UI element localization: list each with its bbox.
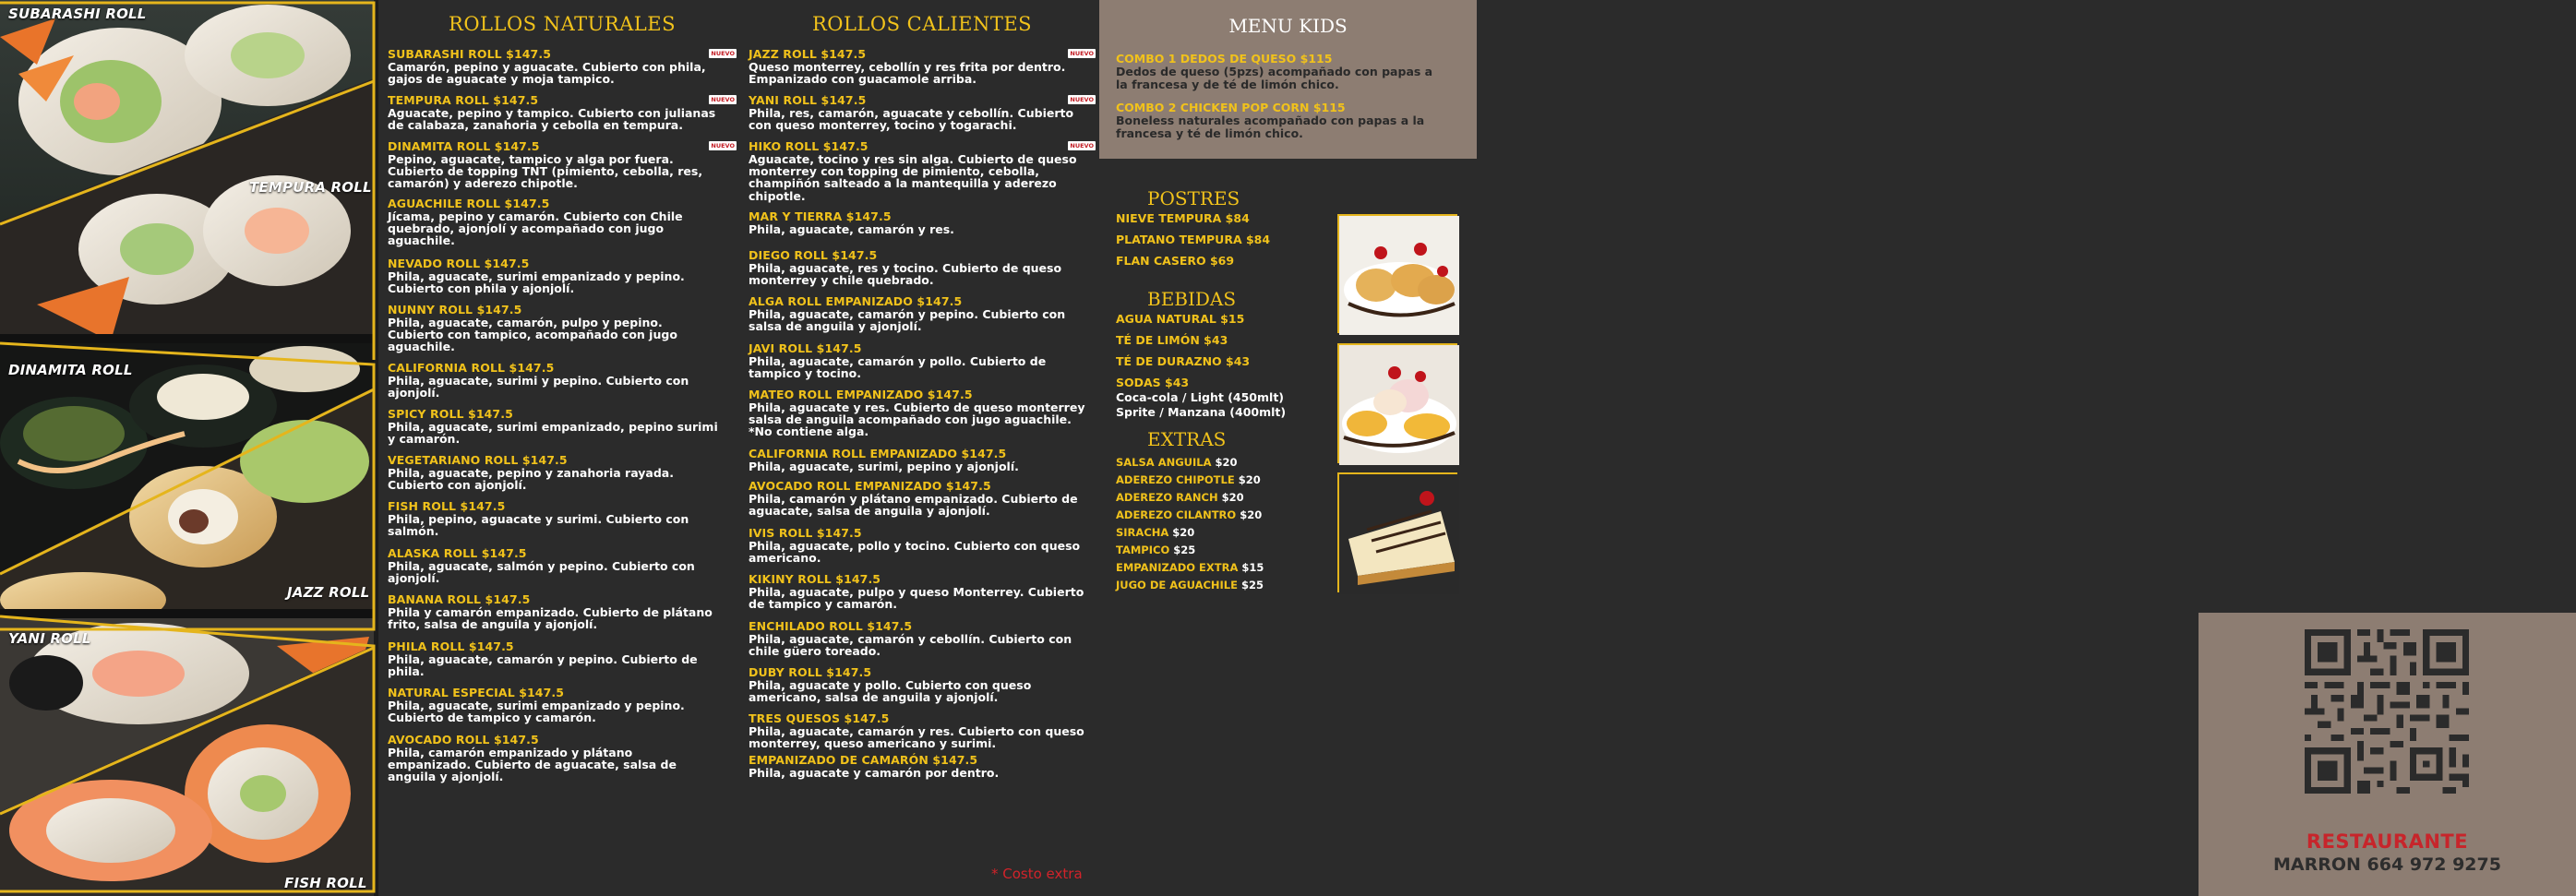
- bebidas-title: BEBIDAS: [1147, 288, 1237, 310]
- menu-item-name: CALIFORNIA ROLL $147.5: [388, 361, 555, 375]
- menu-item-desc: Phila, aguacate, camarón y pollo. Cubierto de tampico y tocino.: [749, 354, 1047, 381]
- nuevo-badge: NUEVO: [711, 50, 735, 57]
- extra-item-price: $15: [1241, 561, 1264, 574]
- rollos-calientes-title: ROLLOS CALIENTES: [811, 13, 1033, 35]
- extra-item-price: $20: [1221, 491, 1244, 504]
- extra-item-price: $20: [1215, 456, 1238, 469]
- menu-item-desc: Phila, aguacate y camarón por dentro.: [749, 766, 1000, 780]
- menu-item-desc: Phila, camarón y plátano empanizado. Cubierto de aguacate, salsa de anguila y ajonjolí.: [749, 492, 1078, 519]
- menu-item-desc: Phila, aguacate, pulpo y queso Monterrey. Cubierto de tampico y camarón.: [749, 585, 1084, 612]
- menu-item: [749, 448, 1096, 472]
- menu-item-desc: Phila, aguacate, camarón y res.: [749, 222, 954, 236]
- postres-title: POSTRES: [1147, 187, 1240, 209]
- menu-item-name: SPICY ROLL $147.5: [388, 407, 513, 421]
- menu-item: [749, 94, 1096, 131]
- menu-item-name: YANI ROLL $147.5: [749, 93, 867, 107]
- nuevo-badge: NUEVO: [711, 96, 735, 103]
- photo-label-dinamita: DINAMITA ROLL: [8, 362, 133, 378]
- menu-item-desc: Aguacate, tocino y res sin alga. Cubierto de queso monterrey con topping de pimiento, cebolla, champiñón salteado a la mantequilla y aderezo chipotle.: [749, 152, 1077, 203]
- costo-extra-note: * Costo extra: [991, 866, 1083, 882]
- rollos-naturales-column: [388, 0, 737, 896]
- extra-item: [1116, 491, 1244, 504]
- menu-item-name: VEGETARIANO ROLL $147.5: [388, 453, 568, 467]
- menu-item-name: DINAMITA ROLL $147.5: [388, 139, 540, 153]
- postre-item: FLAN CASERO $69: [1116, 254, 1235, 268]
- soda-option: Sprite / Manzana (400mlt): [1116, 405, 1287, 419]
- menu-item-name: BANANA ROLL $147.5: [388, 592, 531, 606]
- menu-item: [749, 48, 1096, 85]
- menu-item-desc: Aguacate, pepino y tampico. Cubierto con julianas de calabaza, zanahoria y cebolla en tempura.: [388, 106, 716, 133]
- nuevo-badge: NUEVO: [1070, 96, 1094, 103]
- dessert-photo-2: [1337, 343, 1457, 463]
- menu-item: [388, 734, 737, 783]
- bebida-item: SODAS $43: [1116, 376, 1190, 389]
- menu-item: [388, 593, 737, 630]
- menu-item-desc: Phila, aguacate, res y tocino. Cubierto de queso monterrey y chile quebrado.: [749, 261, 1062, 288]
- menu-item-desc: Pepino, aguacate, tampico y alga por fuera. Cubierto de topping TNT (pimiento, cebolla, res, camarón) y aderezo chipotle.: [388, 152, 703, 191]
- kids-item-name: COMBO 2 CHICKEN POP CORN $115: [1116, 101, 1346, 114]
- extra-item-name: SALSA ANGUILA: [1116, 456, 1212, 469]
- menu-kids-title: MENU KIDS: [1228, 15, 1348, 37]
- menu-item: [388, 454, 737, 491]
- postre-item: NIEVE TEMPURA $84: [1116, 211, 1250, 225]
- menu-item-name: MATEO ROLL EMPANIZADO $147.5: [749, 388, 973, 401]
- extra-item-price: $20: [1172, 526, 1195, 539]
- menu-item-desc: Camarón, pepino y aguacate. Cubierto con phila, gajos de aguacate y moja tampico.: [388, 60, 706, 87]
- dessert-photo-1: [1337, 214, 1457, 333]
- postre-item: PLATANO TEMPURA $84: [1116, 233, 1271, 246]
- kids-item-desc: Boneless naturales acompañado con papas a la francesa y té de limón chico.: [1116, 113, 1425, 140]
- menu-item-desc: Jícama, pepino y camarón. Cubierto con Chile quebrado, ajonjolí y acompañado con jugo aguachile.: [388, 209, 683, 248]
- extra-item-name: ADEREZO CHIPOTLE: [1116, 473, 1235, 486]
- qr-code-icon: [2291, 629, 2483, 794]
- photo-label-jazz: JAZZ ROLL: [287, 584, 370, 601]
- contact-panel: [2199, 613, 2576, 896]
- sushi-photos: [0, 0, 378, 896]
- menu-item-name: CALIFORNIA ROLL EMPANIZADO $147.5: [749, 447, 1007, 460]
- menu-item: [749, 388, 1096, 438]
- extra-item-name: ADEREZO RANCH: [1116, 491, 1218, 504]
- extra-item: [1116, 526, 1194, 539]
- menu-item-name: JAVI ROLL $147.5: [749, 341, 862, 355]
- menu-item: [388, 408, 737, 445]
- menu-item: [388, 257, 737, 294]
- extra-item-name: TAMPICO: [1116, 544, 1170, 556]
- extra-item-name: SIRACHA: [1116, 526, 1169, 539]
- menu-item-name: DIEGO ROLL $147.5: [749, 248, 878, 262]
- extra-item-price: $25: [1241, 579, 1264, 591]
- menu-item-name: KIKINY ROLL $147.5: [749, 572, 881, 586]
- extra-item: [1116, 579, 1264, 591]
- nuevo-badge: NUEVO: [1070, 142, 1094, 149]
- dessert-photo-3: [1337, 472, 1457, 592]
- menu-item-name: MAR Y TIERRA $147.5: [749, 209, 892, 223]
- menu-item: [749, 480, 1096, 517]
- menu-item-name: AGUACHILE ROLL $147.5: [388, 197, 550, 210]
- menu-item-desc: Queso monterrey, cebollín y res frita por dentro. Empanizado con guacamole arriba.: [749, 60, 1066, 87]
- extra-item-name: JUGO DE AGUACHILE: [1116, 579, 1238, 591]
- bebida-item: TÉ DE DURAZNO $43: [1116, 354, 1251, 368]
- extra-item: [1116, 561, 1264, 574]
- menu-item-desc: Phila, res, camarón, aguacate y cebollín. Cubierto con queso monterrey, tocino y togarachi.: [749, 106, 1074, 133]
- menu-item: [388, 140, 737, 190]
- menu-item-name: TRES QUESOS $147.5: [749, 711, 890, 725]
- menu-item-desc: Phila, pepino, aguacate y surimi. Cubierto con salmón.: [388, 512, 689, 539]
- menu-item: [749, 527, 1096, 564]
- kids-item: [1116, 102, 1467, 140]
- menu-item-desc: Phila, camarón empanizado y plátano empanizado. Cubierto de aguacate, salsa de anguila y ajonjolí.: [388, 746, 677, 784]
- menu-item: [749, 210, 1096, 235]
- menu-item-name: NATURAL ESPECIAL $147.5: [388, 686, 565, 699]
- menu-item: [749, 249, 1096, 286]
- menu-item-name: HIKO ROLL $147.5: [749, 139, 869, 153]
- menu-item-name: TEMPURA ROLL $147.5: [388, 93, 539, 107]
- extra-item-price: $25: [1173, 544, 1196, 556]
- kids-item: [1116, 53, 1467, 91]
- menu-item-desc: Phila, aguacate, camarón, pulpo y pepino. Cubierto con tampico, acompañado con jugo aguachile.: [388, 316, 677, 354]
- menu-item: [749, 620, 1096, 657]
- bebida-item: TÉ DE LIMÓN $43: [1116, 333, 1228, 347]
- menu-item-name: EMPANIZADO DE CAMARÓN $147.5: [749, 753, 978, 767]
- menu-item-name: ALGA ROLL EMPANIZADO $147.5: [749, 294, 963, 308]
- menu-item-name: ALASKA ROLL $147.5: [388, 546, 527, 560]
- menu-item: [749, 666, 1096, 703]
- menu-item-name: IVIS ROLL $147.5: [749, 526, 862, 540]
- menu-kids-panel: [1099, 0, 1477, 159]
- menu-item-desc: Phila y camarón empanizado. Cubierto de plátano frito, salsa de anguila y ajonjolí.: [388, 605, 713, 632]
- menu-item: [388, 687, 737, 723]
- photo-label-fish: FISH ROLL: [284, 875, 367, 891]
- extra-item: [1116, 508, 1262, 521]
- menu-item-name: FISH ROLL $147.5: [388, 499, 506, 513]
- menu-item: [388, 547, 737, 584]
- kids-item-desc: Dedos de queso (5pzs) acompañado con papas a la francesa y de té de limón chico.: [1116, 65, 1433, 91]
- menu-item-desc: Phila, aguacate, camarón y res. Cubierto con queso monterrey, queso americano y surimi.: [749, 724, 1084, 751]
- menu-item: [388, 48, 737, 85]
- restaurant-phone: MARRON 664 972 9275: [2273, 854, 2501, 875]
- soda-option: Coca-cola / Light (450mlt): [1116, 390, 1285, 404]
- extra-item-price: $20: [1240, 508, 1263, 521]
- extra-item-price: $20: [1238, 473, 1261, 486]
- menu-item-desc: Phila, aguacate, camarón y pepino. Cubierto de phila.: [388, 652, 698, 679]
- menu-item-desc: Phila, aguacate, salmón y pepino. Cubierto con ajonjolí.: [388, 559, 695, 586]
- nuevo-badge: NUEVO: [1070, 50, 1094, 57]
- menu-item: [388, 304, 737, 353]
- menu-item-name: SUBARASHI ROLL $147.5: [388, 47, 551, 61]
- menu-item: [388, 500, 737, 537]
- menu-item-desc: Phila, aguacate, camarón y pepino. Cubierto con salsa de anguila y ajonjolí.: [749, 307, 1066, 334]
- menu-item: [388, 197, 737, 247]
- extras-title: EXTRAS: [1147, 428, 1227, 450]
- rollos-calientes-column: [749, 0, 1096, 896]
- kids-item-name: COMBO 1 DEDOS DE QUESO $115: [1116, 52, 1333, 66]
- menu-item: [388, 640, 737, 677]
- menu-item-desc: Phila, aguacate, surimi, pepino y ajonjolí.: [749, 460, 1019, 473]
- menu-item-name: JAZZ ROLL $147.5: [749, 47, 867, 61]
- menu-item-name: NUNNY ROLL $147.5: [388, 303, 522, 317]
- menu-item: [388, 362, 737, 399]
- menu-item-desc: Phila, aguacate, pollo y tocino. Cubierto con queso americano.: [749, 539, 1081, 566]
- restaurant-name: RESTAURANTE: [2306, 830, 2469, 853]
- menu-item: [749, 140, 1096, 202]
- menu-item: [749, 342, 1096, 379]
- extra-item: [1116, 544, 1195, 556]
- menu-item-desc: Phila, aguacate, surimi empanizado y pepino. Cubierto con phila y ajonjolí.: [388, 269, 685, 296]
- photo-label-tempura: TEMPURA ROLL: [249, 179, 372, 196]
- menu-item-name: NEVADO ROLL $147.5: [388, 257, 530, 270]
- rollos-naturales-title: ROLLOS NATURALES: [449, 13, 676, 35]
- menu-item-name: AVOCADO ROLL EMPANIZADO $147.5: [749, 479, 991, 493]
- menu-item-name: PHILA ROLL $147.5: [388, 639, 514, 653]
- menu-item-name: DUBY ROLL $147.5: [749, 665, 872, 679]
- photo-panel: [0, 0, 378, 896]
- extra-item-name: EMPANIZADO EXTRA: [1116, 561, 1239, 574]
- photo-label-subarashi: SUBARASHI ROLL: [8, 6, 147, 22]
- menu-item-name: AVOCADO ROLL $147.5: [388, 733, 539, 747]
- menu-item-desc: Phila, aguacate y pollo. Cubierto con queso americano, salsa de anguila y ajonjolí.: [749, 678, 1032, 705]
- menu-item-desc: Phila, aguacate, surimi empanizado y pepino. Cubierto de tampico y camarón.: [388, 699, 685, 725]
- extra-item-name: ADEREZO CILANTRO: [1116, 508, 1237, 521]
- extra-item: [1116, 473, 1261, 486]
- menu-item: [749, 573, 1096, 610]
- nuevo-badge: NUEVO: [711, 142, 735, 149]
- bebida-item: AGUA NATURAL $15: [1116, 312, 1245, 326]
- menu-item: [749, 712, 1096, 749]
- menu-item-desc: Phila, aguacate, camarón y cebollín. Cubierto con chile güero toreado.: [749, 632, 1072, 659]
- menu-item-name: ENCHILADO ROLL $147.5: [749, 619, 913, 633]
- extra-item: [1116, 456, 1238, 469]
- menu-item: [749, 754, 1096, 779]
- menu-item: [388, 94, 737, 131]
- photo-label-yani: YANI ROLL: [8, 630, 91, 647]
- menu-item: [749, 295, 1096, 332]
- menu-item-desc: Phila, aguacate, pepino y zanahoria rayada. Cubierto con ajonjolí.: [388, 466, 674, 493]
- menu-item-desc: Phila, aguacate, surimi y pepino. Cubierto con ajonjolí.: [388, 374, 689, 400]
- menu-item-desc: Phila, aguacate y res. Cubierto de queso monterrey salsa de anguila acompañado con jugo aguachile. *No contiene alga.: [749, 400, 1085, 439]
- menu-item-desc: Phila, aguacate, surimi empanizado, pepino surimi y camarón.: [388, 420, 718, 447]
